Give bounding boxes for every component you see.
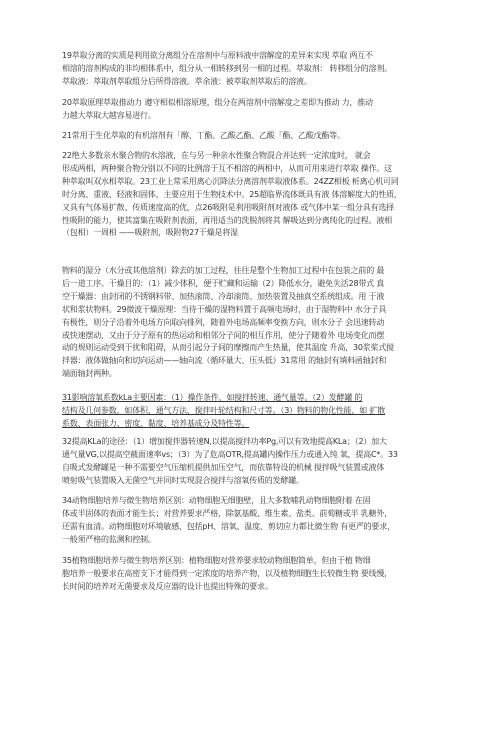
paragraph-19-extraction: 19萃取分离的实质是利用欲分离组分在溶剂中与原料液中溶解度的差异来实现 萃取 两互不 相溶的溶剂构成的非均相体系中，组分从一相转移到另一相的过程。萃取剂： 转移组分的溶剂。 萃取液：萃取剂萃取组分后所得溶液。萃余液：被萃取剂萃取后的溶液。 (62, 51, 392, 86)
paragraph-34-animal-cell: 34动物细胞培养与微生物培养区别：动物细胞无细胞壁，且大多数哺乳动物细胞附着 在固 体或半固体的表面才能生长；对营养要求严格，除氨基酸、维生素、盐类、前萄糖或半 乳糖外， 还需有血清。动物细胞对环境敏感，包括pH、溶氧、温度、剪切应力都比微生物 有更严的要求， 一般须严格的监测和控制。 (62, 496, 395, 544)
paragraph-32-kla-methods: 32提高KLa的途径：（1）增加搅拌器转速N,以提高搅拌功率Pg,可以有效地提高KLa；（2）加大 通气量VG,以提高空截面速率vs；（3）为了危高OTR,提高罐内操作压力或通入纯 氧，提高C*。33 自吸式发酵罐是一种不需要空气压缩机提供加压空气，而依靠特设的机械 搅拌吸气装置或液体 喷射吸气装置吸入无菌空气并同时实现混合搅拌与溶氧传质的发酵罐。 (62, 437, 398, 485)
paragraph-31-kla-factors: 31影响溶氧系数kLa主要因素：（1）操作条件，如搅拌转速、通气量等。（2）发酵罐 的 结构及几何参数，如体积、通气方法、搅拌叶轮结构和尺寸等。（3）物料的物化性能，如 扩散 系数、表面张力、密度、黏度、培养基成分及特性等。 (62, 393, 386, 428)
paragraph-21-solvents: 21常用于生化萃取的有机溶剂有「醇、丁酯、乙酸乙酯、乙酸「酯、乙酸戊酯等。 (62, 131, 345, 140)
paragraph-35-plant-cell: 35植物细胞培养与微生物培养区别：植物细胞对营养要求较动物细胞简单，但由于植 物细 胞培养一般要求在高密支下才能得到一定浓度的培养产物，以及植物细胞生长较微生物 要线慢， 长时间的培养对无菌要求及反应器的设计也提出特殊的要求。 (62, 556, 392, 591)
paragraph-27-drying: 物料的湿分（水分或其他溶剂）除去的加工过程，往往是整个生物加工过程中在包装之前的 最 后一道工序。干燥目的：（1）减少体积，便于贮藏和运输（2）降低水分，避免失活28带式 真 空干燥器：由封闭的不锈钢料带、加热滚筒、冷却滚筒、加热装置及抽真空系统组成。用 于液 状和浆状物料。29微波干燥原理：当待干燥的湿物料置于高频电场时，由于湿物料中 水分子具 有极性，则分子沿着外电场方向取向排列，随着外电场高频率变换方向，则水分子 会迅速转动 或快速摆动，又由于分子原有的热运动和相邻分子间的相互作用，使分子随着外 电场变化而摆 动的规则运动受到干扰和阻碍，从而引起分子间的摩擦而产生热量，使其温度 升高，30浆桨式搅 拌器：液体做轴向和切向运动——轴向流（循环量大、压头低）31常用 的轴封有填料函轴封和 端面轴封两种。 (62, 266, 394, 379)
paragraph-20-extraction-principle: 20萃取原理萃取推动力 遵守相似相溶原理，组分在两溶剂中溶解度之差即为推动 力，推动 力越大萃取大越容易进行。 (62, 98, 373, 120)
paragraph-22-aqueous-two-phase: 22绝大多数亲水聚合物的水溶液，在与另一种亲水性聚合物混合并达到一定浓度时， 就会 形成两相，两种聚合物分别以不同的比例溶于互不相溶的两相中，从而可用来进行萃取 操作。这 种萃取叫双水相萃取。23工业上常采用离心沉降法分离溶剂萃取液体系。24ZZ相板 析离心机可同 时分离、重液、轻液和固体，主要应用于生物技术中。25超临界流体既具有液 体溶解度大的性质， 又具有气体易扩散、传质速度高的优，点26吸附是利用吸附剂对液体 或气体中某一组分具有选择 性吸附的能力，使其富集在吸附剂表面，再用适当的洗脱剂将其 解吸达到分离纯化的过程。液相 （包相）一周相 ——吸附剂，吸附物27干燥是将湿 (62, 151, 402, 238)
